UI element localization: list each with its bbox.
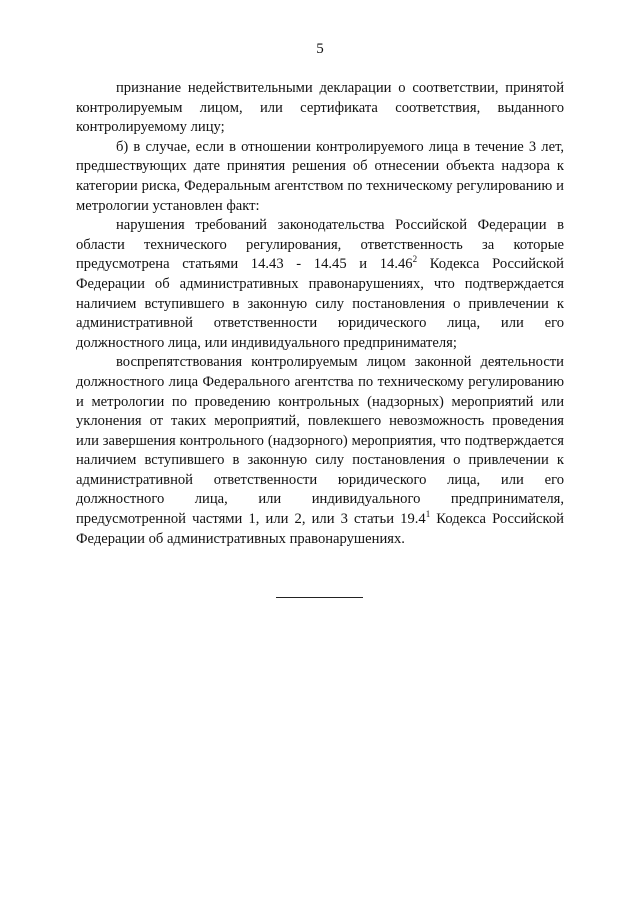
- paragraph-text-part: Кодекса Российской Федерации об административных правонарушениях, что подтверждается наличием вступившего в законную силу постановления о привлечении к административной ответственности юридического лица, или его должностного лица, или индивидуального предпринимателя;: [76, 256, 564, 351]
- paragraph-violation-requirements: [76, 216, 564, 353]
- page-number: 5: [316, 41, 324, 57]
- paragraph-obstruction: [76, 353, 564, 549]
- paragraph-text-part: воспрепятствования контролируемым лицом законной деятельности должностного лица Федерального агентства по техническому регулированию и метрологии по проведению контрольных (надзорных) мероприятий или уклонения от таких мероприятий, повлекшего невозможность проведения или завершения контрольного (надзорного) мероприятия, что подтверждается наличием вступившего в законную силу постановления о привлечении к административной ответственности юридического лица, или его должностного лица, или индивидуального предпринимателя, предусмотренной частями 1, или 2, или 3 статьи 19.4: [76, 354, 564, 528]
- superscript-index: 2: [412, 254, 418, 265]
- document-body: [76, 79, 564, 549]
- end-divider-line: [276, 597, 363, 598]
- paragraph-text-part: нарушения требований законодательства Российской Федерации в области технического регулирования, ответственность за которые предусмотрена статьями 14.43 - 14.45 и 14.46: [76, 217, 564, 273]
- paragraph-declaration-invalid: признание недействительными декларации о соответствии, принятой контролируемым лицом, или сертификата соответствия, выданного контролируемому лицу;: [76, 80, 564, 136]
- paragraph-risk-category-fact: б) в случае, если в отношении контролируемого лица в течение 3 лет, предшествующих дате принятия решения об отнесении объекта надзора к категории риска, Федеральным агентством по техническому регулированию и метрологии установлен факт:: [76, 138, 564, 214]
- paragraph-text-part: Кодекса Российской Федерации об административных правонарушениях.: [76, 511, 564, 547]
- superscript-index: 1: [425, 509, 431, 520]
